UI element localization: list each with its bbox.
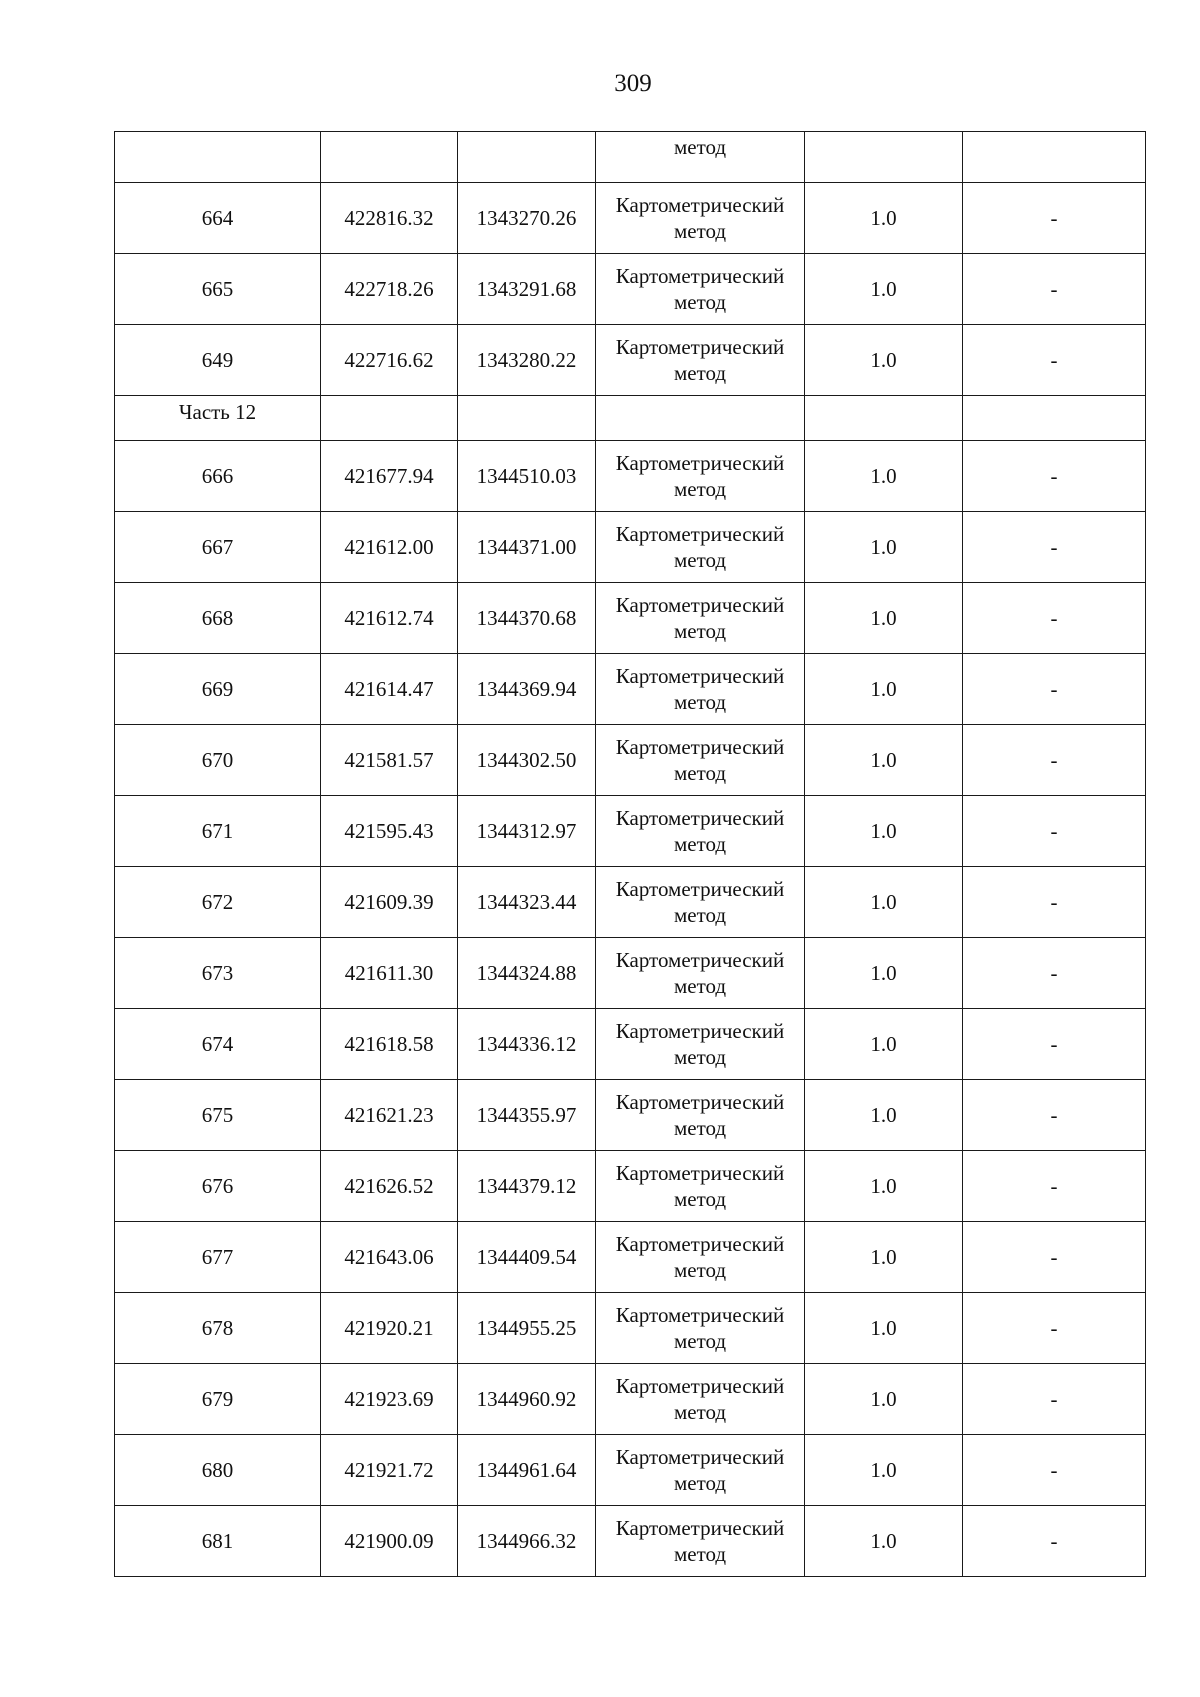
point-cell: 681: [115, 1506, 321, 1577]
y-cell: 1344302.50: [458, 725, 596, 796]
method-line: Картометрический: [615, 1090, 785, 1114]
x-cell: 422816.32: [321, 183, 458, 254]
y-cell: 1344355.97: [458, 1080, 596, 1151]
note-cell: -: [963, 1151, 1146, 1222]
table-row: [115, 512, 1146, 583]
note-cell: -: [963, 654, 1146, 725]
note-cell: -: [963, 1506, 1146, 1577]
page-number: 309: [614, 70, 652, 97]
note-cell: -: [963, 1222, 1146, 1293]
method-cell: [596, 254, 805, 325]
x-cell: 421626.52: [321, 1151, 458, 1222]
point-cell: 672: [115, 867, 321, 938]
point-cell: 649: [115, 325, 321, 396]
note-cell: -: [963, 725, 1146, 796]
y-cell: 1344379.12: [458, 1151, 596, 1222]
method-cell: [596, 725, 805, 796]
x-cell: 422718.26: [321, 254, 458, 325]
y-cell: 1343291.68: [458, 254, 596, 325]
table-row: [115, 1506, 1146, 1577]
accuracy-cell: 1.0: [805, 1293, 963, 1364]
x-cell: 422716.62: [321, 325, 458, 396]
point-cell: 673: [115, 938, 321, 1009]
point-cell: 676: [115, 1151, 321, 1222]
method-line: метод: [673, 832, 727, 856]
point-cell: 671: [115, 796, 321, 867]
accuracy-cell: 1.0: [805, 938, 963, 1009]
table-row: [115, 254, 1146, 325]
method-line: Картометрический: [615, 1445, 785, 1469]
method-cell: [596, 583, 805, 654]
point-cell: 679: [115, 1364, 321, 1435]
method-line: Картометрический: [615, 664, 785, 688]
accuracy-cell: 1.0: [805, 325, 963, 396]
table-row: [115, 183, 1146, 254]
x-cell: 421621.23: [321, 1080, 458, 1151]
table-row: [115, 1080, 1146, 1151]
empty-cell: [458, 396, 596, 441]
table-row: [115, 325, 1146, 396]
method-line: метод: [673, 1187, 727, 1211]
accuracy-cell: 1.0: [805, 441, 963, 512]
method-cell: [596, 1151, 805, 1222]
accuracy-cell: 1.0: [805, 183, 963, 254]
method-cell: [596, 1009, 805, 1080]
y-cell: 1344966.32: [458, 1506, 596, 1577]
method-line: метод: [673, 1542, 727, 1566]
accuracy-cell: 1.0: [805, 254, 963, 325]
accuracy-cell: 1.0: [805, 512, 963, 583]
method-line: метод: [673, 903, 727, 927]
x-cell: 421920.21: [321, 1293, 458, 1364]
x-cell: 421618.58: [321, 1009, 458, 1080]
table-row: [115, 796, 1146, 867]
method-line: Картометрический: [615, 735, 785, 759]
method-line: Картометрический: [615, 1303, 785, 1327]
method-line: метод: [673, 1116, 727, 1140]
table-row: [115, 583, 1146, 654]
method-cell: [596, 512, 805, 583]
method-line: Картометрический: [615, 451, 785, 475]
method-line: метод: [673, 1258, 727, 1282]
point-cell: 669: [115, 654, 321, 725]
point-cell: 668: [115, 583, 321, 654]
empty-cell: [963, 396, 1146, 441]
method-line: Картометрический: [615, 1374, 785, 1398]
y-cell: 1344510.03: [458, 441, 596, 512]
point-cell: 670: [115, 725, 321, 796]
table-row: [115, 1222, 1146, 1293]
method-line: метод: [673, 1471, 727, 1495]
method-line: Картометрический: [615, 877, 785, 901]
method-cell: [596, 1080, 805, 1151]
y-cell: 1344324.88: [458, 938, 596, 1009]
method-line: метод: [673, 1045, 727, 1069]
accuracy-cell: 1.0: [805, 725, 963, 796]
x-cell: 421677.94: [321, 441, 458, 512]
method-line: Картометрический: [615, 264, 785, 288]
accuracy-cell: 1.0: [805, 1151, 963, 1222]
method-line: метод: [673, 361, 727, 385]
table-row: [115, 1151, 1146, 1222]
x-cell: 421921.72: [321, 1435, 458, 1506]
method-cell: [596, 441, 805, 512]
point-cell: 675: [115, 1080, 321, 1151]
point-cell: 678: [115, 1293, 321, 1364]
method-cell: [596, 654, 805, 725]
table-row: [115, 867, 1146, 938]
note-cell: -: [963, 867, 1146, 938]
method-line: Картометрический: [615, 1161, 785, 1185]
accuracy-cell: 1.0: [805, 867, 963, 938]
x-cell: 421900.09: [321, 1506, 458, 1577]
note-cell: [963, 132, 1146, 183]
method-cell: [596, 1222, 805, 1293]
method-cell: [596, 938, 805, 1009]
method-line: Картометрический: [615, 948, 785, 972]
method-line: метод: [673, 548, 727, 572]
method-line: метод: [673, 1400, 727, 1424]
accuracy-cell: 1.0: [805, 583, 963, 654]
y-cell: 1344323.44: [458, 867, 596, 938]
note-cell: -: [963, 1293, 1146, 1364]
y-cell: 1343270.26: [458, 183, 596, 254]
method-cell: [596, 1506, 805, 1577]
accuracy-cell: 1.0: [805, 1364, 963, 1435]
x-cell: 421612.00: [321, 512, 458, 583]
method-line: Картометрический: [615, 1232, 785, 1256]
table-row: [115, 654, 1146, 725]
y-cell: 1344955.25: [458, 1293, 596, 1364]
table-row: [115, 1364, 1146, 1435]
note-cell: -: [963, 583, 1146, 654]
note-cell: -: [963, 1009, 1146, 1080]
method-line: Картометрический: [615, 1019, 785, 1043]
method-line: Картометрический: [615, 335, 785, 359]
table-row: [115, 1009, 1146, 1080]
method-line: Картометрический: [615, 593, 785, 617]
x-cell: 421581.57: [321, 725, 458, 796]
table-row: [115, 725, 1146, 796]
method-line: метод: [673, 619, 727, 643]
note-cell: -: [963, 254, 1146, 325]
table-row: [115, 938, 1146, 1009]
y-cell: 1344312.97: [458, 796, 596, 867]
method-line: метод: [673, 974, 727, 998]
method-line: метод: [673, 477, 727, 501]
note-cell: -: [963, 441, 1146, 512]
method-line: метод: [673, 219, 727, 243]
method-cell: [596, 1435, 805, 1506]
method-line: Картометрический: [615, 193, 785, 217]
x-cell: 421595.43: [321, 796, 458, 867]
empty-cell: [321, 396, 458, 441]
method-line: Картометрический: [615, 522, 785, 546]
y-cell: 1344961.64: [458, 1435, 596, 1506]
method-cell: [596, 1293, 805, 1364]
note-cell: -: [963, 1435, 1146, 1506]
table-row: [115, 441, 1146, 512]
y-cell: 1344370.68: [458, 583, 596, 654]
accuracy-cell: 1.0: [805, 1009, 963, 1080]
coordinates-table-body: [115, 132, 1146, 1577]
method-line: метод: [673, 690, 727, 714]
point-cell: 667: [115, 512, 321, 583]
part-label: Часть 12: [115, 396, 321, 441]
note-cell: -: [963, 183, 1146, 254]
note-cell: -: [963, 512, 1146, 583]
accuracy-cell: [805, 132, 963, 183]
method-line: Картометрический: [615, 1516, 785, 1540]
method-cell: метод: [596, 132, 805, 183]
accuracy-cell: 1.0: [805, 654, 963, 725]
method-cell: [596, 325, 805, 396]
method-cell: [596, 1364, 805, 1435]
y-cell: 1344369.94: [458, 654, 596, 725]
y-cell: 1344371.00: [458, 512, 596, 583]
y-cell: 1344960.92: [458, 1364, 596, 1435]
accuracy-cell: 1.0: [805, 1506, 963, 1577]
point-cell: 680: [115, 1435, 321, 1506]
point-cell: 666: [115, 441, 321, 512]
note-cell: -: [963, 938, 1146, 1009]
table-row: [115, 1435, 1146, 1506]
note-cell: -: [963, 1080, 1146, 1151]
method-cell: [596, 867, 805, 938]
x-cell: 421611.30: [321, 938, 458, 1009]
method-line: метод: [673, 290, 727, 314]
x-cell: 421609.39: [321, 867, 458, 938]
point-cell: 664: [115, 183, 321, 254]
method-line: Картометрический: [615, 806, 785, 830]
x-cell: 421923.69: [321, 1364, 458, 1435]
note-cell: -: [963, 325, 1146, 396]
point-cell: [115, 132, 321, 183]
table-row: [115, 1293, 1146, 1364]
method-cell: [596, 183, 805, 254]
accuracy-cell: 1.0: [805, 1435, 963, 1506]
method-cell: [596, 796, 805, 867]
note-cell: -: [963, 796, 1146, 867]
y-cell: [458, 132, 596, 183]
accuracy-cell: 1.0: [805, 1080, 963, 1151]
note-cell: -: [963, 1364, 1146, 1435]
point-cell: 677: [115, 1222, 321, 1293]
point-cell: 665: [115, 254, 321, 325]
x-cell: 421614.47: [321, 654, 458, 725]
accuracy-cell: 1.0: [805, 1222, 963, 1293]
continuation-row: [115, 132, 1146, 183]
part-header-row: [115, 396, 1146, 441]
y-cell: 1343280.22: [458, 325, 596, 396]
coordinates-table: [114, 131, 1146, 1577]
x-cell: 421612.74: [321, 583, 458, 654]
empty-cell: [596, 396, 805, 441]
x-cell: [321, 132, 458, 183]
y-cell: 1344409.54: [458, 1222, 596, 1293]
point-cell: 674: [115, 1009, 321, 1080]
y-cell: 1344336.12: [458, 1009, 596, 1080]
x-cell: 421643.06: [321, 1222, 458, 1293]
empty-cell: [805, 396, 963, 441]
accuracy-cell: 1.0: [805, 796, 963, 867]
method-line: метод: [673, 761, 727, 785]
method-line: метод: [673, 1329, 727, 1353]
